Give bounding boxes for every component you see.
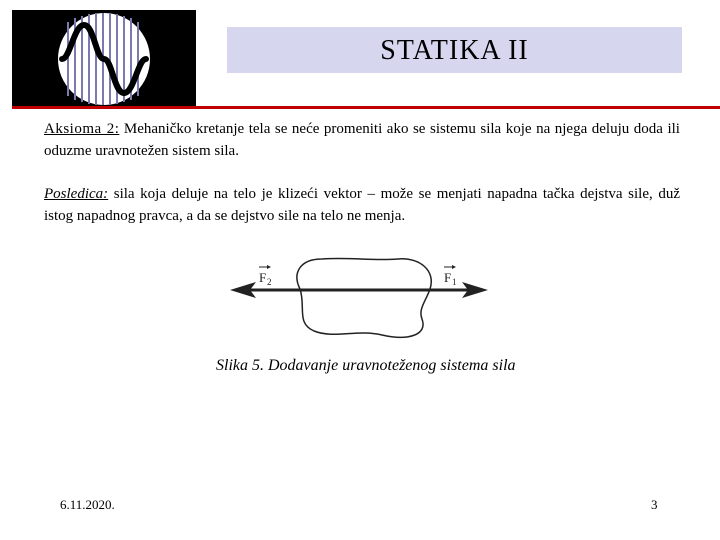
force-left-symbol: F — [259, 270, 267, 285]
force-right-symbol: F — [444, 270, 452, 285]
force-left-subscript: 2 — [267, 277, 272, 287]
consequence-text: sila koja deluje na telo je klizeći vektor – može se menjati napadna tačka dejstva sile, duž istog napadnog pravca, a da se dejstvo sile na telo ne menja. — [44, 186, 680, 224]
header-divider — [12, 106, 720, 109]
force-diagram — [222, 243, 497, 343]
sine-wave-oscilloscope-icon — [12, 10, 196, 108]
page-title: STATIKA II — [380, 35, 529, 66]
page-number: 3 — [651, 497, 658, 512]
force-left-label — [259, 265, 272, 287]
footer-date: 6.11.2020. — [60, 497, 115, 512]
axiom-label: Aksioma 2: — [44, 121, 120, 137]
consequence-label: Posledica: — [44, 186, 109, 202]
rigid-body-outline — [297, 258, 431, 337]
force-right-label — [444, 265, 457, 287]
axiom-text: Mehaničko kretanje tela se neće promeniti ako se sistemu sila koje na njega deluju doda ili oduzme uravnotežen sistem sila. — [44, 121, 680, 159]
force-right-subscript: 1 — [452, 277, 457, 287]
consequence-paragraph — [44, 183, 680, 227]
axiom-paragraph — [44, 118, 680, 162]
sliding-vector-figure — [222, 243, 497, 343]
title-bar — [227, 27, 682, 73]
figure-caption: Slika 5. Dodavanje uravnoteženog sistema sila — [216, 357, 516, 374]
logo — [12, 10, 196, 108]
